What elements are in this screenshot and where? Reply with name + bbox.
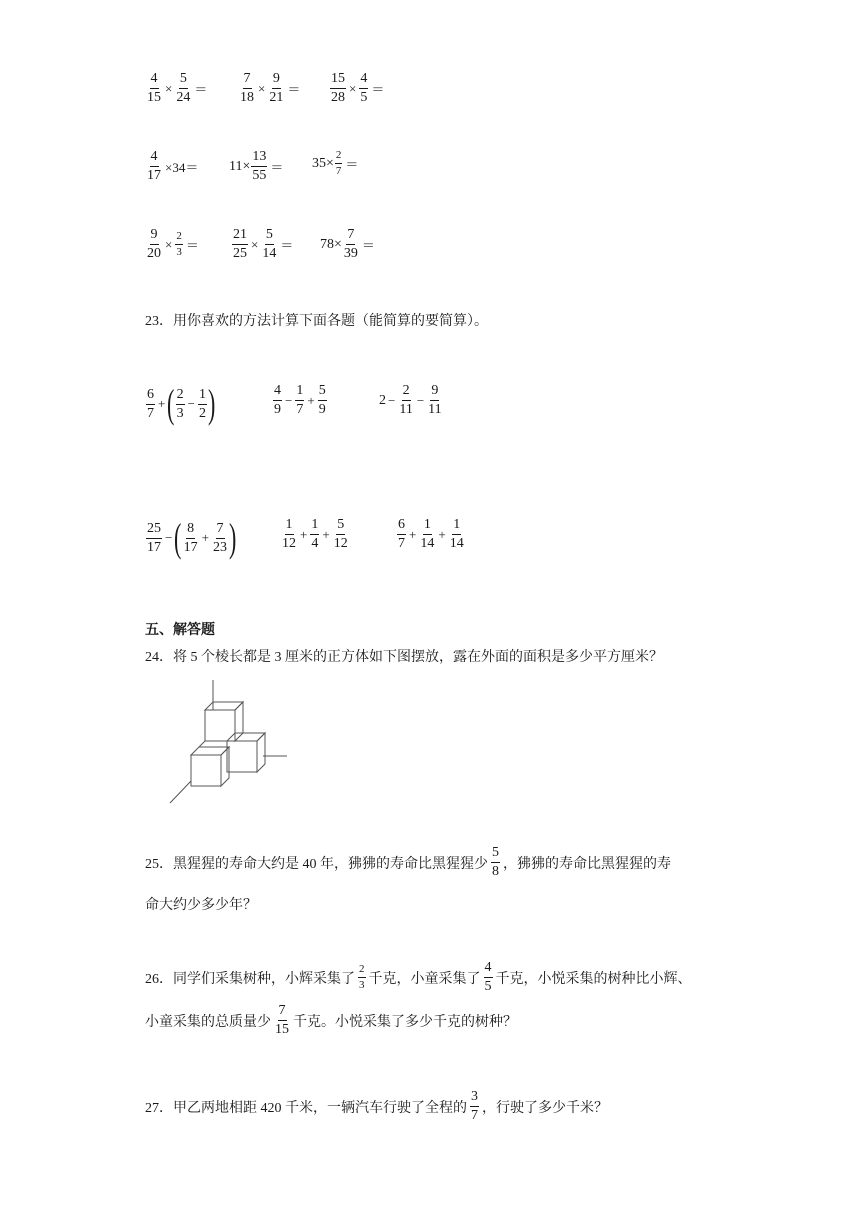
question-27: 27．甲乙两地相距 420 千米，一辆汽车行驶了全程的 $\frac{3}{7}$ ，行驶了多少千米？ <box>145 1089 608 1123</box>
expr-23-4: $\frac{25}{17}$ − ( $\frac{8}{17}$ + $\frac{7}{23}$ ) <box>147 515 237 560</box>
expr-23-2: $\frac{4}{9}$ − $\frac{1}{7}$ + $\frac{5}{9}$ <box>274 383 326 417</box>
expr-r3-3: 78× $\frac{7}{39}$ ＝ <box>320 227 375 261</box>
expr-r3-2: $\frac{21}{25}$ × $\frac{5}{14}$ ＝ <box>233 227 294 261</box>
fraction: $\frac{2}{7}$ <box>335 149 342 177</box>
expr-23-5: $\frac{1}{12}$ + $\frac{1}{4}$ + $\frac{5}{12}$ <box>282 517 348 551</box>
fraction: $\frac{2}{3}$ <box>176 386 184 421</box>
fraction: $\frac{3}{7}$ <box>471 1089 478 1123</box>
question-26: 26．同学们采集树种，小辉采集了 $\frac{2}{3}$ 千克，小童采集了 $\frac{4}{5}$ 千克，小悦采集的树种比小辉、 <box>145 960 692 994</box>
fraction: $\frac{25}{17}$ <box>147 520 161 555</box>
expr-r2-3: 35× $\frac{2}{7}$ ＝ <box>312 149 359 177</box>
fraction: $\frac{1}{12}$ <box>282 517 296 551</box>
fraction: $\frac{5}{14}$ <box>262 227 277 261</box>
fraction: $\frac{1}{14}$ <box>420 517 435 551</box>
fraction: $\frac{15}{28}$ <box>331 71 345 105</box>
fraction: $\frac{5}{24}$ <box>176 71 191 105</box>
fraction: $\frac{1}{4}$ <box>311 517 319 551</box>
question-23: 23．用你喜欢的方法计算下面各题（能简算的要简算）。 <box>145 314 488 329</box>
fraction: $\frac{9}{21}$ <box>269 71 284 105</box>
fraction: $\frac{6}{7}$ <box>147 386 154 421</box>
fraction: $\frac{4}{15}$ <box>147 71 161 105</box>
fraction: $\frac{9}{20}$ <box>147 227 161 261</box>
expr-23-1: $\frac{6}{7}$ + ( $\frac{2}{3}$ − $\frac{1}{2}$ ) <box>147 381 216 426</box>
question-25: 25．黑猩猩的寿命大约是 40 年，狒狒的寿命比黑猩猩少 $\frac{5}{8}$ ，狒狒的寿命比黑猩猩的寿 <box>145 845 671 879</box>
fraction: $\frac{7}{18}$ <box>240 71 254 105</box>
fraction: $\frac{5}{12}$ <box>333 517 348 551</box>
question-24: 24．将 5 个棱长都是 3 厘米的正方体如下图摆放，露在外面的面积是多少平方厘米？ <box>145 650 663 665</box>
fraction: $\frac{2}{11}$ <box>399 383 413 417</box>
question-26-line2: 小童采集的总质量少 $\frac{7}{15}$ 千克。小悦采集了多少千克的树种？ <box>145 1003 517 1037</box>
fraction: $\frac{6}{7}$ <box>398 517 405 551</box>
expr-r3-1: $\frac{9}{20}$ × $\frac{2}{3}$ ＝ <box>147 227 199 261</box>
fraction: $\frac{2}{3}$ <box>359 963 365 991</box>
expr-r1-1: $\frac{4}{15}$ × $\frac{5}{24}$ ＝ <box>147 71 208 105</box>
fraction: $\frac{4}{17}$ <box>147 149 161 183</box>
expr-r2-1: $\frac{4}{17}$ ×34＝ <box>147 149 199 183</box>
expr-23-6: $\frac{6}{7}$ + $\frac{1}{14}$ + $\frac{1}{14}$ <box>398 517 464 551</box>
fraction: $\frac{4}{5}$ <box>484 960 492 994</box>
fraction: $\frac{4}{5}$ <box>360 71 368 105</box>
expr-r2-2: 11× $\frac{13}{55}$ ＝ <box>229 149 284 183</box>
fraction: $\frac{1}{7}$ <box>296 383 304 417</box>
question-25-line2: 命大约少多少年？ <box>145 898 257 913</box>
fraction: $\frac{7}{15}$ <box>275 1003 289 1037</box>
fraction: $\frac{2}{3}$ <box>176 230 182 258</box>
fraction: $\frac{1}{2}$ <box>199 386 207 421</box>
expr-23-3: 2 − $\frac{2}{11}$ − $\frac{9}{11}$ <box>379 383 442 417</box>
fraction: $\frac{4}{9}$ <box>274 383 281 417</box>
expr-r1-2: $\frac{7}{18}$ × $\frac{9}{21}$ ＝ <box>240 71 301 105</box>
section-title: 五、解答题 <box>145 623 215 638</box>
fraction: $\frac{21}{25}$ <box>233 227 247 261</box>
fraction: $\frac{13}{55}$ <box>252 149 267 183</box>
fraction: $\frac{7}{23}$ <box>213 520 228 555</box>
cubes-figure <box>165 675 295 807</box>
fraction: $\frac{8}{17}$ <box>183 520 198 555</box>
expr-r1-3: $\frac{15}{28}$ × $\frac{4}{5}$ ＝ <box>331 71 385 105</box>
fraction: $\frac{5}{8}$ <box>492 845 499 879</box>
fraction: $\frac{7}{39}$ <box>343 227 358 261</box>
fraction: $\frac{1}{14}$ <box>449 517 464 551</box>
fraction: $\frac{5}{9}$ <box>318 383 326 417</box>
fraction: $\frac{9}{11}$ <box>428 383 442 417</box>
